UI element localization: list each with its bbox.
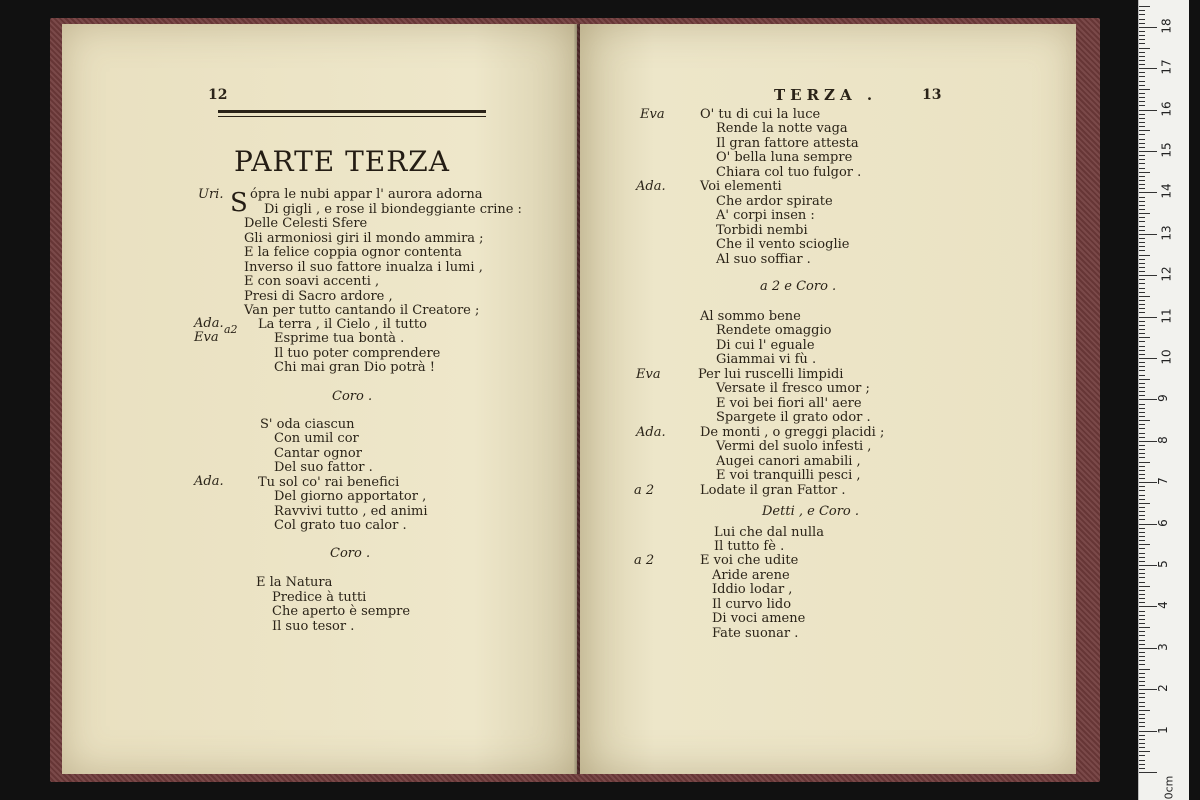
- ruler-tick: [1139, 325, 1145, 326]
- ruler-tick: [1139, 412, 1145, 413]
- ruler-tick: [1139, 114, 1145, 115]
- ruler-label: 7: [1155, 477, 1170, 486]
- ruler-tick: [1139, 561, 1145, 562]
- verse-line: Lodate il gran Fattor .: [700, 483, 846, 498]
- ruler-tick: [1139, 31, 1145, 32]
- left-page-number: 12: [208, 87, 228, 103]
- ruler-label: 1: [1155, 725, 1170, 734]
- verse-line: Ravvivi tutto , ed animi: [274, 504, 428, 519]
- ruler-tick: [1139, 255, 1150, 256]
- ruler-tick: [1139, 445, 1145, 446]
- ruler-label: 12: [1159, 266, 1174, 282]
- ruler-tick: [1139, 263, 1145, 264]
- ruler-tick: [1139, 573, 1145, 574]
- ruler-tick: [1139, 544, 1150, 545]
- verse-line: Che il vento scioglie: [716, 237, 850, 252]
- verse-line: Il gran fattore attesta: [716, 136, 859, 151]
- ruler-tick: [1139, 197, 1145, 198]
- ruler-tick: [1139, 379, 1150, 380]
- verse-line: Aride arene: [712, 568, 790, 583]
- speaker-label: Eva: [640, 107, 665, 122]
- ruler-tick: [1139, 43, 1145, 44]
- ruler-tick: [1139, 226, 1145, 227]
- ruler-tick: [1139, 511, 1145, 512]
- chorus-heading: Detti , e Coro .: [762, 504, 860, 519]
- ruler-tick: [1139, 660, 1145, 661]
- ruler-label: 4: [1155, 601, 1170, 610]
- ruler-tick: [1139, 714, 1145, 715]
- ruler-tick: [1139, 399, 1157, 400]
- ruler-tick: [1139, 408, 1145, 409]
- ruler-tick: [1139, 669, 1150, 670]
- ruler-tick: [1139, 6, 1150, 7]
- ruler-tick: [1139, 317, 1157, 318]
- ruler-label: 9: [1155, 394, 1170, 403]
- ruler-tick: [1139, 105, 1145, 106]
- ruler-tick: [1139, 267, 1145, 268]
- ruler-tick: [1139, 85, 1145, 86]
- ruler-tick: [1139, 619, 1145, 620]
- verse-line: O' tu di cui la luce: [700, 107, 821, 122]
- ruler-tick: [1139, 52, 1145, 53]
- ruler-tick: [1139, 275, 1157, 276]
- ruler-tick: [1139, 341, 1145, 342]
- ruler-tick: [1139, 631, 1145, 632]
- right-page-number: 13: [922, 87, 942, 103]
- verse-line: Spargete il grato odor .: [716, 410, 871, 425]
- verse-line: Che aperto è sempre: [272, 604, 411, 619]
- measuring-ruler: [1138, 0, 1189, 800]
- ruler-tick: [1139, 540, 1145, 541]
- ruler-label: 2: [1155, 684, 1170, 693]
- ruler-tick: [1139, 134, 1145, 135]
- ruler-tick: [1139, 296, 1150, 297]
- verse-line: Predice à tutti: [272, 590, 367, 605]
- speaker-label: a 2: [634, 553, 655, 568]
- verse-line: Col grato tuo calor .: [274, 518, 407, 533]
- ruler-tick: [1139, 321, 1145, 322]
- ruler-tick: [1139, 283, 1145, 284]
- ruler-tick: [1139, 68, 1157, 69]
- chorus-heading: a 2 e Coro .: [760, 279, 837, 294]
- ruler-tick: [1139, 548, 1145, 549]
- ruler-tick: [1139, 457, 1145, 458]
- ruler-tick: [1139, 697, 1145, 698]
- ruler-tick: [1139, 731, 1157, 732]
- ruler-tick: [1139, 569, 1145, 570]
- ruler-tick: [1139, 598, 1145, 599]
- ruler-tick: [1139, 391, 1145, 392]
- ruler-tick: [1139, 110, 1157, 111]
- verse-line: Delle Celesti Sfere: [244, 216, 368, 231]
- speaker-label: a 2: [634, 483, 655, 498]
- ruler-tick: [1139, 656, 1145, 657]
- ruler-tick: [1139, 453, 1145, 454]
- ruler-tick: [1139, 689, 1157, 690]
- ruler-tick: [1139, 751, 1150, 752]
- verse-line: O' bella luna sempre: [716, 150, 853, 165]
- ruler-tick: [1139, 611, 1145, 612]
- verse-line: Con umil cor: [274, 431, 359, 446]
- speaker-label: Ada.: [194, 474, 224, 489]
- ruler-tick: [1139, 333, 1145, 334]
- ruler-tick: [1139, 702, 1145, 703]
- ruler-tick: [1139, 635, 1145, 636]
- ruler-tick: [1139, 582, 1145, 583]
- ruler-tick: [1139, 259, 1145, 260]
- ruler-tick: [1139, 39, 1145, 40]
- ruler-tick: [1139, 304, 1145, 305]
- ruler-tick: [1139, 209, 1145, 210]
- ruler-label: 16: [1159, 100, 1174, 117]
- ruler-label: 13: [1159, 225, 1174, 241]
- ruler-tick: [1139, 474, 1145, 475]
- verse-line: Il curvo lido: [712, 597, 792, 612]
- verse-line: La terra , il Cielo , il tutto: [258, 317, 427, 332]
- ruler-label: 5: [1155, 560, 1170, 568]
- ruler-tick: [1139, 60, 1145, 61]
- verse-line: Del giorno apportator ,: [274, 489, 427, 504]
- ruler-tick: [1139, 230, 1145, 231]
- ruler-tick: [1139, 354, 1145, 355]
- ruler-tick: [1139, 64, 1145, 65]
- ruler-tick: [1139, 735, 1145, 736]
- verse-line: ópra le nubi appar l' aurora adorna: [250, 187, 483, 202]
- ruler-tick: [1139, 130, 1150, 131]
- verse-line: Rendete omaggio: [716, 323, 832, 338]
- ruler-tick: [1139, 350, 1145, 351]
- ruler-tick: [1139, 726, 1145, 727]
- ruler-tick: [1139, 93, 1145, 94]
- ruler-tick: [1139, 718, 1145, 719]
- ruler-tick: [1139, 590, 1145, 591]
- verse-line: E voi bei fiori all' aere: [716, 396, 862, 411]
- ruler-tick: [1139, 288, 1145, 289]
- ruler-tick: [1139, 147, 1145, 148]
- ruler-label: 3: [1155, 642, 1170, 651]
- ruler-tick: [1139, 48, 1150, 49]
- left-page: [62, 24, 577, 774]
- verse-line: E voi che udite: [700, 553, 799, 568]
- ruler-tick: [1139, 710, 1150, 711]
- verse-line: Al sommo bene: [700, 309, 801, 324]
- verse-line: Chiara col tuo fulgor .: [716, 165, 862, 180]
- ruler-tick: [1139, 188, 1145, 189]
- ruler-tick: [1139, 486, 1145, 487]
- ruler-tick: [1139, 693, 1145, 694]
- ruler-tick: [1139, 312, 1145, 313]
- ruler-tick: [1139, 677, 1145, 678]
- drop-cap: S: [230, 188, 248, 218]
- ruler-tick: [1139, 755, 1145, 756]
- verse-line: Torbidi nembi: [716, 223, 808, 238]
- ruler-tick: [1139, 644, 1145, 645]
- ruler-tick: [1139, 151, 1157, 152]
- ruler-tick: [1139, 640, 1145, 641]
- ruler-tick: [1139, 205, 1145, 206]
- ruler-label: 6: [1155, 518, 1170, 527]
- ruler-tick: [1139, 437, 1145, 438]
- verse-line: Tu sol co' rai benefici: [258, 475, 400, 490]
- ruler-tick: [1139, 76, 1145, 77]
- ruler-tick: [1139, 685, 1145, 686]
- verse-line: Lui che dal nulla: [714, 525, 824, 540]
- ruler-tick: [1139, 180, 1145, 181]
- verse-line: Di cui l' eguale: [716, 338, 815, 353]
- ruler-tick: [1139, 747, 1145, 748]
- verse-line: Esprime tua bontà .: [274, 331, 405, 346]
- ruler-tick: [1139, 586, 1150, 587]
- verse-line: S' oda ciascun: [260, 417, 355, 432]
- ruler-tick: [1139, 168, 1145, 169]
- ruler-tick: [1139, 122, 1145, 123]
- ruler-tick: [1139, 536, 1145, 537]
- ruler-label: 18: [1159, 18, 1174, 34]
- title-rule-top: [218, 110, 486, 113]
- verse-line: E la felice coppia ognor contenta: [244, 245, 462, 260]
- verse-line: Il tutto fè .: [714, 539, 785, 554]
- verse-line: Chi mai gran Dio potrà !: [274, 360, 436, 375]
- ruler-tick: [1139, 441, 1157, 442]
- ruler-tick: [1139, 528, 1145, 529]
- ruler-tick: [1139, 706, 1145, 707]
- ruler-tick: [1139, 56, 1145, 57]
- ruler-tick: [1139, 499, 1145, 500]
- ruler-tick: [1139, 768, 1145, 769]
- verse-line: Presi di Sacro ardore ,: [244, 289, 393, 304]
- ruler-tick: [1139, 89, 1150, 90]
- ruler-tick: [1139, 19, 1145, 20]
- ruler-tick: [1139, 424, 1145, 425]
- a2-mark: a2: [224, 323, 238, 336]
- verse-line: Giammai vi fù .: [716, 352, 817, 367]
- ruler-tick: [1139, 221, 1145, 222]
- ruler-tick: [1139, 627, 1150, 628]
- ruler-tick: [1139, 772, 1157, 773]
- verse-line: Voi elementi: [700, 179, 782, 194]
- page-title: PARTE TERZA: [234, 145, 450, 178]
- ruler-tick: [1139, 370, 1145, 371]
- ruler-tick: [1139, 250, 1145, 251]
- ruler-tick: [1139, 242, 1145, 243]
- ruler-tick: [1139, 664, 1145, 665]
- ruler-tick: [1139, 606, 1157, 607]
- verse-line: Versate il fresco umor ;: [716, 381, 870, 396]
- ruler-tick: [1139, 764, 1145, 765]
- ruler-tick: [1139, 615, 1145, 616]
- chorus-heading: Coro .: [332, 389, 373, 404]
- ruler-tick: [1139, 271, 1145, 272]
- ruler-tick: [1139, 524, 1157, 525]
- verse-line: De monti , o greggi placidi ;: [700, 425, 885, 440]
- ruler-tick: [1139, 577, 1145, 578]
- ruler-tick: [1139, 681, 1145, 682]
- speaker-label: Ada.: [636, 425, 666, 440]
- speaker-label: Eva: [194, 330, 219, 345]
- ruler-tick: [1139, 739, 1145, 740]
- ruler-tick: [1139, 217, 1145, 218]
- ruler-unit-label: 0cm: [1162, 775, 1176, 800]
- verse-line: Il suo tesor .: [272, 619, 355, 634]
- ruler-tick: [1139, 234, 1157, 235]
- verse-line: Inverso il suo fattore inualza i lumi ,: [244, 260, 483, 275]
- verse-line: Augei canori amabili ,: [716, 454, 861, 469]
- verse-line: Di voci amene: [712, 611, 806, 626]
- ruler-tick: [1139, 143, 1145, 144]
- ruler-tick: [1139, 515, 1145, 516]
- ruler-tick: [1139, 118, 1145, 119]
- ruler-tick: [1139, 14, 1145, 15]
- ruler-tick: [1139, 760, 1145, 761]
- ruler-tick: [1139, 238, 1145, 239]
- ruler-tick: [1139, 126, 1145, 127]
- ruler-tick: [1139, 279, 1145, 280]
- ruler-tick: [1139, 557, 1145, 558]
- ruler-tick: [1139, 159, 1145, 160]
- verse-line: E la Natura: [256, 575, 333, 590]
- verse-line: E con soavi accenti ,: [244, 274, 380, 289]
- ruler-tick: [1139, 358, 1157, 359]
- verse-line: Fate suonar .: [712, 626, 799, 641]
- ruler-tick: [1139, 743, 1145, 744]
- ruler-tick: [1139, 387, 1145, 388]
- title-rule-bottom: [218, 116, 486, 117]
- ruler-tick: [1139, 433, 1145, 434]
- ruler-tick: [1139, 470, 1145, 471]
- verse-line: Il tuo poter comprendere: [274, 346, 441, 361]
- ruler-tick: [1139, 495, 1145, 496]
- ruler-tick: [1139, 172, 1150, 173]
- running-header: TERZA .: [774, 86, 878, 104]
- ruler-tick: [1139, 72, 1145, 73]
- verse-line: Gli armoniosi giri il mondo ammira ;: [244, 231, 484, 246]
- speaker-label: Ada.: [194, 316, 224, 331]
- ruler-label: 14: [1159, 183, 1174, 200]
- speaker-label: Uri.: [198, 187, 224, 202]
- ruler-tick: [1139, 292, 1145, 293]
- ruler-tick: [1139, 366, 1145, 367]
- verse-line: Del suo fattor .: [274, 460, 373, 475]
- verse-line: Cantar ognor: [274, 446, 362, 461]
- ruler-tick: [1139, 652, 1145, 653]
- ruler-tick: [1139, 478, 1145, 479]
- verse-line: Al suo soffiar .: [716, 252, 811, 267]
- ruler-tick: [1139, 462, 1150, 463]
- ruler-tick: [1139, 673, 1145, 674]
- ruler-tick: [1139, 375, 1145, 376]
- verse-line: Di gigli , e rose il biondeggiante crine :: [264, 202, 522, 217]
- ruler-tick: [1139, 97, 1145, 98]
- ruler-tick: [1139, 482, 1157, 483]
- chorus-heading: Coro .: [330, 546, 371, 561]
- ruler-tick: [1139, 163, 1145, 164]
- ruler-tick: [1139, 519, 1145, 520]
- ruler-tick: [1139, 416, 1145, 417]
- verse-line: Che ardor spirate: [716, 194, 833, 209]
- verse-line: Rende la notte vaga: [716, 121, 848, 136]
- ruler-tick: [1139, 648, 1157, 649]
- ruler-label: 15: [1159, 142, 1174, 158]
- ruler-label: 17: [1159, 59, 1174, 75]
- ruler-tick: [1139, 201, 1145, 202]
- ruler-label: 11: [1159, 307, 1174, 324]
- verse-line: Vermi del suolo infesti ,: [716, 439, 872, 454]
- ruler-tick: [1139, 176, 1145, 177]
- ruler-tick: [1139, 329, 1145, 330]
- ruler-tick: [1139, 10, 1145, 11]
- ruler-tick: [1139, 362, 1145, 363]
- ruler-tick: [1139, 213, 1150, 214]
- ruler-tick: [1139, 383, 1145, 384]
- ruler-tick: [1139, 404, 1145, 405]
- ruler-tick: [1139, 139, 1145, 140]
- ruler-tick: [1139, 532, 1145, 533]
- verse-line: Iddio lodar ,: [712, 582, 793, 597]
- ruler-tick: [1139, 300, 1145, 301]
- ruler-tick: [1139, 565, 1157, 566]
- ruler-tick: [1139, 420, 1150, 421]
- ruler-tick: [1139, 246, 1145, 247]
- ruler-tick: [1139, 395, 1145, 396]
- ruler-tick: [1139, 490, 1145, 491]
- ruler-tick: [1139, 155, 1145, 156]
- speaker-label: Ada.: [636, 179, 666, 194]
- verse-line: A' corpi insen :: [716, 208, 815, 223]
- speaker-label: Eva: [636, 367, 661, 382]
- ruler-tick: [1139, 35, 1145, 36]
- ruler-label: 10: [1159, 349, 1174, 365]
- ruler-tick: [1139, 449, 1145, 450]
- ruler-tick: [1139, 337, 1150, 338]
- verse-line: E voi tranquilli pesci ,: [716, 468, 861, 483]
- ruler-tick: [1139, 308, 1145, 309]
- ruler-tick: [1139, 507, 1145, 508]
- ruler-tick: [1139, 553, 1145, 554]
- verse-line: Per lui ruscelli limpidi: [698, 367, 844, 382]
- ruler-tick: [1139, 27, 1157, 28]
- ruler-tick: [1139, 466, 1145, 467]
- ruler-label: 8: [1155, 435, 1170, 444]
- ruler-tick: [1139, 602, 1145, 603]
- ruler-tick: [1139, 23, 1145, 24]
- ruler-tick: [1139, 503, 1150, 504]
- ruler-tick: [1139, 81, 1145, 82]
- ruler-tick: [1139, 428, 1145, 429]
- ruler-tick: [1139, 346, 1145, 347]
- ruler-tick: [1139, 192, 1157, 193]
- ruler-tick: [1139, 594, 1145, 595]
- ruler-tick: [1139, 623, 1145, 624]
- ruler-tick: [1139, 722, 1145, 723]
- verse-line: Van per tutto cantando il Creatore ;: [244, 303, 480, 318]
- ruler-tick: [1139, 101, 1145, 102]
- ruler-tick: [1139, 184, 1145, 185]
